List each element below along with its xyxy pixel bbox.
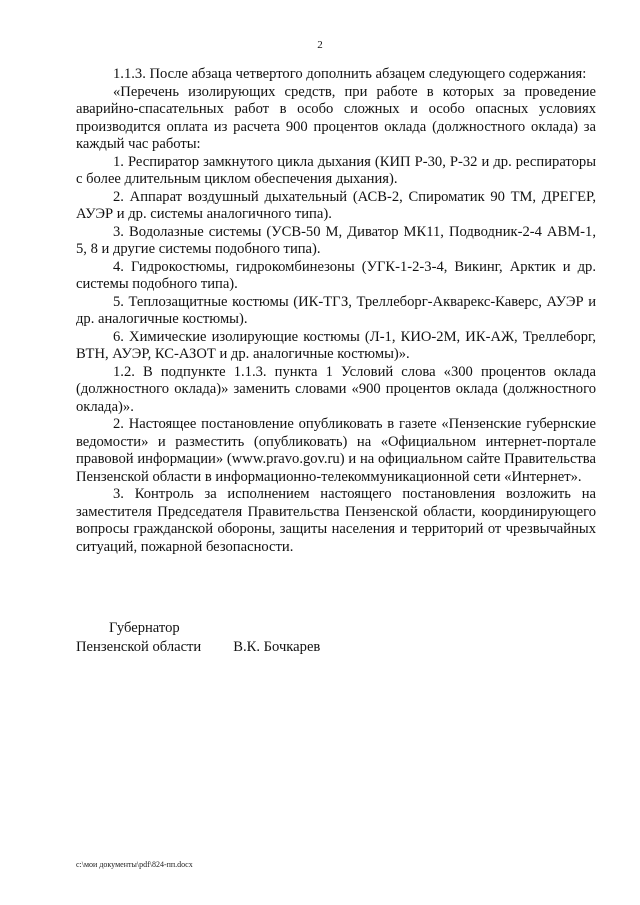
list-item-4: 4. Гидрокостюмы, гидрокомбинезоны (УГК-1-2-3-4, Викинг, Арктик и др. системы подобного типа).	[76, 258, 596, 292]
list-item-3: 3. Водолазные системы (УСВ-50 М, Диватор МК11, Подводник-2-4 АВМ-1, 5, 8 и другие системы подобного типа).	[76, 223, 596, 257]
list-item-1: 1. Респиратор замкнутого цикла дыхания (КИП Р-30, Р-32 и др. респираторы с более длительным циклом обеспечения дыхания).	[76, 153, 596, 187]
signature-row	[76, 638, 320, 657]
paragraph-list-intro: «Перечень изолирующих средств, при работе в которых за проведение аварийно-спасательных работ в особо сложных и особо опасных условиях производится оплата из расчета 900 процентов оклада (должностного оклада) за каждый час работы:	[76, 83, 596, 152]
paragraph-2-publication: 2. Настоящее постановление опубликовать в газете «Пензенские губернские ведомости» и разместить (опубликовать) на «Официальном интернет-портале правовой информации» (www.pravo.gov.ru) и на официальном сайте Правительства Пензенской области в информационно-телекоммуникационной сети «Интернет».	[76, 416, 596, 485]
paragraph-3-control: 3. Контроль за исполнением настоящего постановления возложить на заместителя Председателя Правительства Пензенской области, координирующего вопросы гражданской обороны, защиты населения и территорий от чрезвычайных ситуаций, пожарной безопасности.	[76, 486, 596, 555]
signature-title-line2: Пензенской области	[76, 639, 202, 655]
list-item-6: 6. Химические изолирующие костюмы (Л-1, КИО-2М, ИК-АЖ, Треллеборг, ВТН, АУЭР, КС-АЗОТ и др. аналогичные костюмы)».	[76, 328, 596, 362]
page-number: 2	[317, 39, 323, 51]
list-item-2: 2. Аппарат воздушный дыхательный (АСВ-2, Спироматик 90 ТМ, ДРЕГЕР, АУЭР и др. системы аналогичного типа).	[76, 188, 596, 222]
signature-title-line1: Губернатор	[109, 620, 180, 636]
signature-block	[76, 619, 320, 657]
document-body	[76, 66, 596, 556]
signature-name: В.К. Бочкарев	[233, 639, 321, 655]
list-item-5: 5. Теплозащитные костюмы (ИК-ТГЗ, Треллеборг-Акваpекс-Каверс, АУЭР и др. аналогичные костюмы).	[76, 293, 596, 327]
paragraph-1-2: 1.2. В подпункте 1.1.3. пункта 1 Условий слова «300 процентов оклада (должностного оклада)» заменить словами «900 процентов оклада (должностного оклада)».	[76, 363, 596, 415]
footer-file-path: c:\мои документы\pdf\824-пп.docx	[76, 860, 193, 869]
paragraph-1-1-3: 1.1.3. После абзаца четвертого дополнить абзацем следующего содержания:	[113, 66, 587, 82]
